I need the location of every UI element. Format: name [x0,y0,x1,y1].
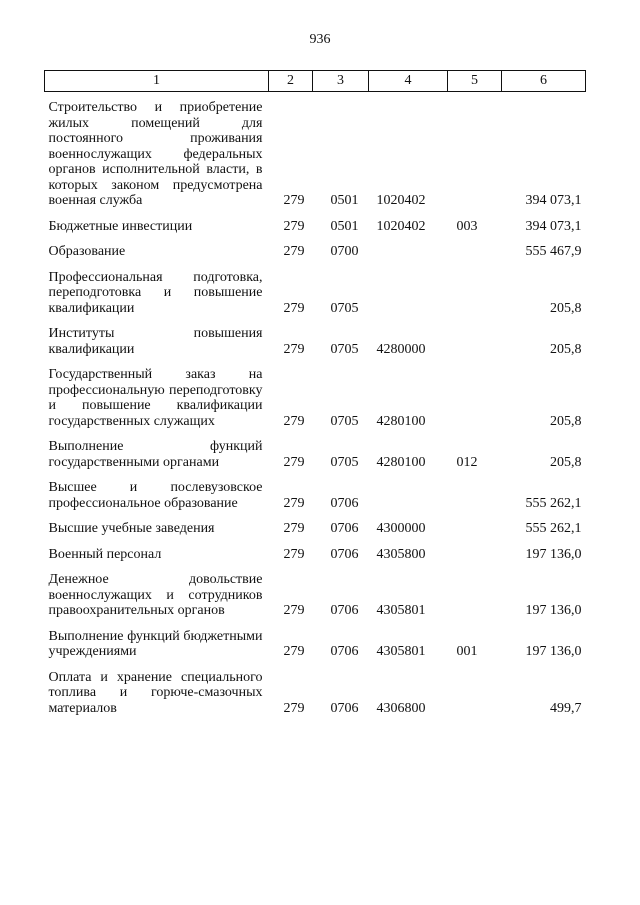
table-row [45,619,586,660]
row-section-code: 0705 [330,341,359,357]
row-amount: 394 073,1 [525,218,582,234]
row-amount: 499,7 [550,700,582,716]
table-row [45,429,586,470]
row-name: Денежное довольствие военнослужащих и сотрудников правоохранительных органов [48,572,263,618]
row-name: Выполнение функций государственными органами [48,439,263,470]
row-section-code: 0706 [330,700,359,716]
row-amount: 197 136,0 [525,546,582,562]
header-col-3: 3 [313,71,369,92]
row-target-code: 4300000 [376,521,426,536]
row-name: Образование [48,244,126,259]
header-row [45,71,586,92]
row-target-code [369,260,448,317]
row-target-code: 1020402 [376,193,426,208]
row-expense-kind [448,92,502,209]
row-amount: 555 262,1 [525,521,582,536]
table-row [45,209,586,235]
row-name: Высшие учебные заведения [48,521,215,536]
row-target-code: 4280100 [376,454,426,470]
row-section-code: 0501 [330,218,359,234]
header-col-5: 5 [448,71,502,92]
row-expense-kind [448,470,502,511]
row-expense-kind [448,511,502,537]
row-target-code: 4280000 [376,341,426,357]
table-row [45,562,586,619]
row-amount: 394 073,1 [525,193,582,208]
row-expense-kind [448,562,502,619]
row-expense-kind [448,357,502,429]
table-row [45,511,586,537]
table-row [45,92,586,209]
table-row [45,260,586,317]
table-row [45,234,586,260]
row-target-code: 4280100 [376,413,426,429]
row-expense-kind [448,316,502,357]
table-row [45,537,586,563]
row-section-code: 0705 [330,454,359,470]
table-header [45,71,586,92]
row-amount: 205,8 [550,300,582,316]
row-target-code: 4305800 [376,546,426,562]
row-target-code [369,234,448,260]
row-name: Строительство и приобретение жилых помещений для постоянного проживания военнослужащих федеральных органов исполнительной власти, в которых законом предусмотрена военная служба [48,100,263,208]
row-section-code: 0706 [330,644,359,659]
row-expense-kind [448,234,502,260]
row-name: Бюджетные инвестиции [48,218,193,234]
row-expense-kind: 003 [456,218,478,234]
row-section-code: 0706 [330,546,359,562]
row-name: Военный персонал [48,546,162,562]
row-name: Институты повышения квалификации [48,326,263,357]
row-admin-code: 279 [283,413,305,429]
row-name: Профессиональная подготовка, переподготовка и повышение квалификации [48,269,263,316]
row-admin-code: 279 [283,454,305,470]
row-amount: 555 467,9 [525,244,582,259]
table-body [45,92,586,717]
row-admin-code: 279 [283,521,305,536]
row-target-code: 1020402 [376,218,426,234]
row-section-code: 0706 [330,495,359,511]
row-amount: 205,8 [550,341,582,357]
row-expense-kind [448,537,502,563]
row-admin-code: 279 [283,341,305,357]
page-number: 936 [309,32,331,47]
row-amount: 555 262,1 [525,495,582,511]
row-admin-code: 279 [283,218,305,234]
row-amount: 197 136,0 [525,644,582,659]
header-col-4: 4 [369,71,448,92]
row-admin-code: 279 [283,700,305,716]
row-expense-kind [448,260,502,317]
table-row [45,470,586,511]
row-section-code: 0706 [330,603,359,618]
row-admin-code: 279 [283,644,305,659]
row-name: Высшее и послевузовское профессиональное образование [48,480,263,511]
row-amount: 197 136,0 [525,603,582,618]
header-col-6: 6 [502,71,586,92]
row-section-code: 0501 [330,193,359,208]
row-section-code: 0705 [330,413,359,429]
row-section-code: 0705 [330,300,359,316]
row-section-code: 0706 [330,521,359,536]
row-amount: 205,8 [550,413,582,429]
row-admin-code: 279 [283,193,305,208]
row-name: Оплата и хранение специального топлива и горюче-смазочных материалов [48,669,263,716]
row-section-code: 0700 [330,244,359,259]
row-admin-code: 279 [283,300,305,316]
table-row [45,357,586,429]
row-admin-code: 279 [283,244,305,259]
row-name: Выполнение функций бюджетными учреждениями [48,628,263,659]
row-target-code: 4306800 [376,700,426,716]
row-target-code [369,470,448,511]
row-expense-kind: 001 [456,644,478,659]
table-row [45,316,586,357]
row-admin-code: 279 [283,603,305,618]
table-row [45,660,586,717]
row-target-code: 4305801 [376,644,426,659]
row-amount: 205,8 [550,454,582,470]
row-admin-code: 279 [283,546,305,562]
row-name: Государственный заказ на профессиональную переподготовку и повышение квалификации государственных служащих [48,367,263,429]
header-col-1: 1 [45,71,269,92]
row-admin-code: 279 [283,495,305,511]
row-target-code: 4305801 [376,603,426,618]
header-col-2: 2 [269,71,313,92]
row-expense-kind [448,660,502,717]
row-expense-kind: 012 [456,454,478,470]
budget-table [44,70,586,716]
